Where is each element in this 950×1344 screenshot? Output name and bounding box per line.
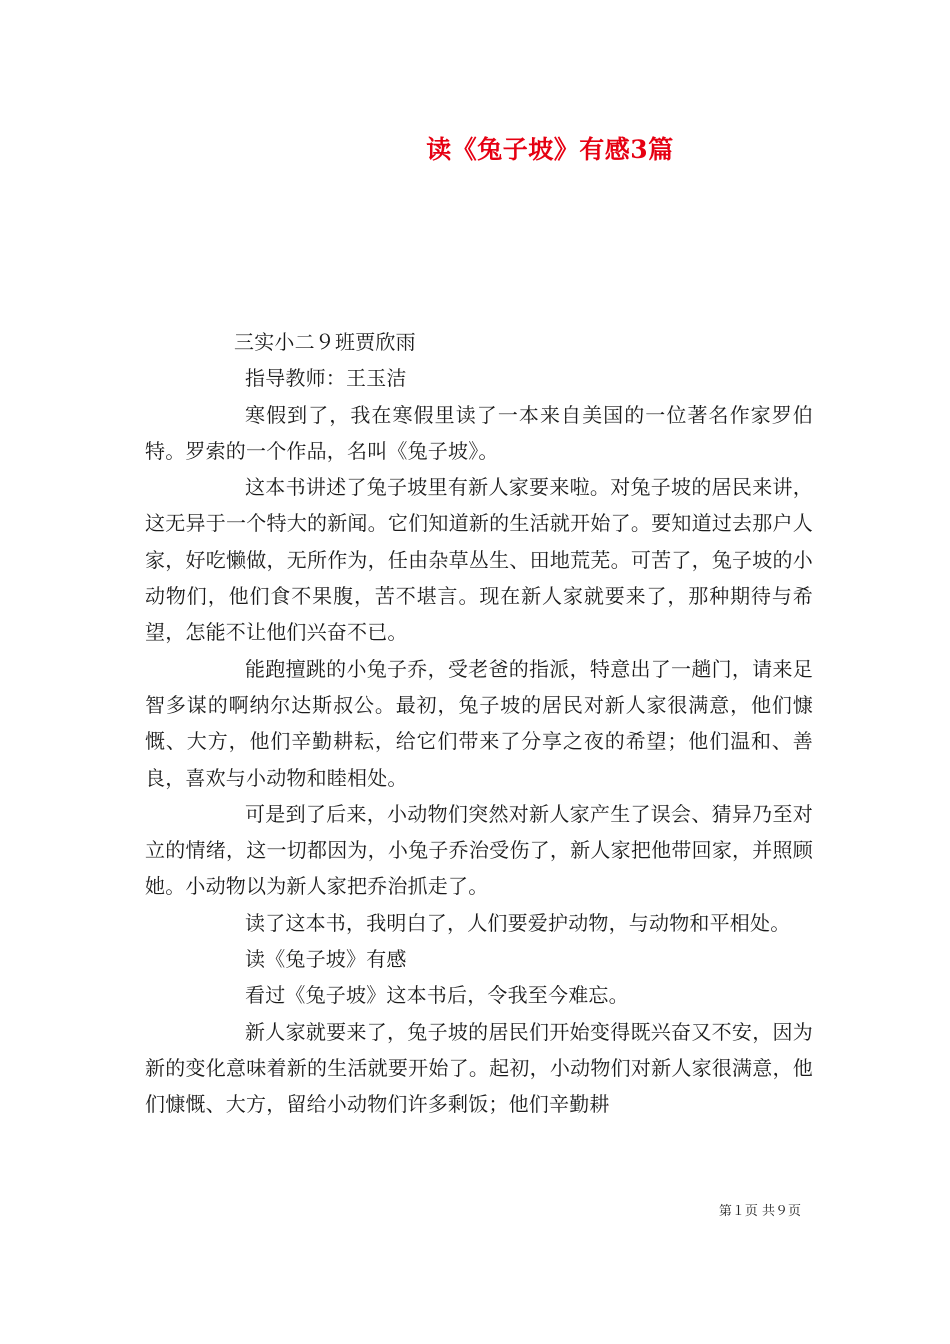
teacher-line: 指导教师：王玉洁 [245,366,407,391]
paragraph: 这本书讲述了兔子坡里有新人家要来啦。对兔子坡的居民来讲，这无异于一个特大的新闻。它们知道新的生活就开始了。要知道过去那户人家，好吃懒做，无所作为，任由杂草丛生、田地荒芜。可苦了，兔子坡的小动物们，他们食不果腹，苦不堪言。现在新人家就要来了，那种期待与希望，怎能不让他们兴奋不已。 [145,475,813,645]
page-number: 第１页 共９页 [718,1204,802,1219]
paragraph: 新人家就要来了，兔子坡的居民们开始变得既兴奋又不安，因为新的变化意味着新的生活就要开始了。起初，小动物们对新人家很满意，他们慷慨、大方，留给小动物们许多剩饭；他们辛勤耕 [145,1019,813,1117]
paragraph: 寒假到了，我在寒假里读了一本来自美国的一位著名作家罗伯特。罗索的一个作品，名叫《兔子坡》。 [145,402,813,463]
paragraph: 读了这本书，我明白了，人们要爱护动物，与动物和平相处。 [245,910,791,935]
paragraph: 可是到了后来，小动物们突然对新人家产生了误会、猜异乃至对立的情绪，这一切都因为，小兔子乔治受伤了，新人家把他带回家，并照顾她。小动物以为新人家把乔治抓走了。 [145,801,813,899]
author-byline: 三实小二９班贾欣雨 [234,330,416,354]
paragraph: 能跑擅跳的小兔子乔，受老爸的指派，特意出了一趟门，请来足智多谋的啊纳尔达斯叔公。最初，兔子坡的居民对新人家很满意，他们慷慨、大方，他们辛勤耕耘，给它们带来了分享之夜的希望；他们温和、善良，喜欢与小动物和睦相处。 [145,656,813,790]
document-title: 读《兔子坡》有感3篇 [426,135,674,164]
paragraph: 看过《兔子坡》这本书后，令我至今难忘。 [245,983,629,1008]
document-body [145,324,813,1123]
section-heading: 读《兔子坡》有感 [245,947,407,972]
